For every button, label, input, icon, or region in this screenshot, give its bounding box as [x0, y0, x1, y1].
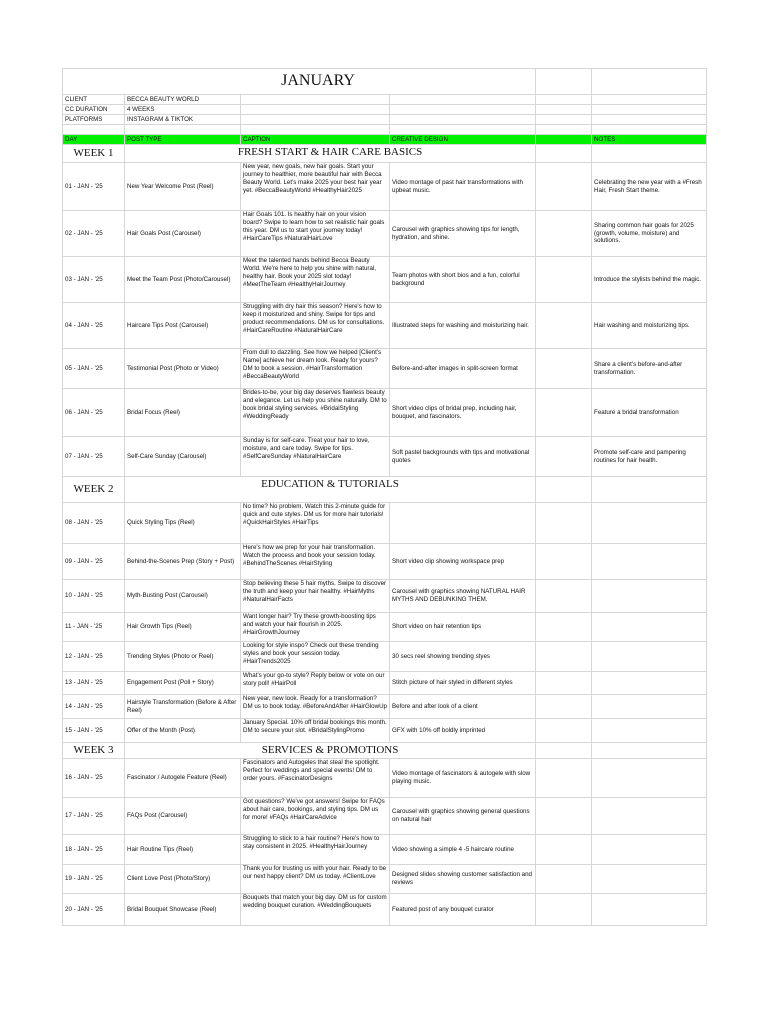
- caption-cell: Stop believing these 5 hair myths. Swipe to discover the truth and keep your hair healthy. #HairMyths #NaturalHairFacts: [241, 580, 390, 613]
- notes-cell: [592, 835, 707, 865]
- notes-cell: [592, 580, 707, 613]
- notes-cell: Feature a bridal transformation: [592, 389, 707, 437]
- table-row: [63, 719, 707, 743]
- day-cell: 12 - JAN - '25: [63, 642, 125, 672]
- table-row: [63, 672, 707, 695]
- table-row: [63, 211, 707, 257]
- post-type-cell: Engagement Post (Poll + Story): [125, 672, 241, 695]
- header-creative-design: CREATIVE DESIGN: [390, 135, 536, 145]
- table-row: [63, 835, 707, 865]
- header-day: DAY: [63, 135, 125, 145]
- notes-cell: Share a client's before-and-after transformation.: [592, 349, 707, 389]
- notes-cell: Hair washing and moisturizing tips.: [592, 303, 707, 349]
- empty-cell: [536, 743, 592, 759]
- caption-cell: Struggling with dry hair this season? Here's how to keep it moisturized and shiny. Swipe for tips and product recommendations. DM us for consultations. #HairCareRoutine #NaturalHairCare: [241, 303, 390, 349]
- table-row: [63, 695, 707, 719]
- day-cell: 15 - JAN - '25: [63, 719, 125, 743]
- empty-cell: [536, 865, 592, 894]
- empty-cell: [536, 672, 592, 695]
- header-notes: NOTES: [592, 135, 707, 145]
- empty-cell: [536, 719, 592, 743]
- post-type-cell: Trending Styles (Photo or Reel): [125, 642, 241, 672]
- empty-cell: [536, 759, 592, 798]
- caption-cell: Want longer hair? Try these growth-boosting tips and watch your hair flourish in 2025. #HairGrowthJourney: [241, 613, 390, 642]
- header-caption: CAPTION: [241, 135, 390, 145]
- day-cell: 07 - JAN - '25: [63, 437, 125, 477]
- table-row: [63, 389, 707, 437]
- caption-cell: What's your go-to style? Reply below or vote on our story poll! #HairPoll: [241, 672, 390, 695]
- post-type-cell: Bridal Focus (Reel): [125, 389, 241, 437]
- week-header-row: [63, 145, 707, 163]
- empty-cell: [536, 303, 592, 349]
- creative-design-cell: Carousel with graphics showing tips for length, hydration, and shine.: [390, 211, 536, 257]
- day-cell: 04 - JAN - '25: [63, 303, 125, 349]
- table-row: [63, 303, 707, 349]
- content-calendar-sheet: [62, 68, 707, 926]
- empty-cell: [592, 477, 707, 503]
- empty-cell: [536, 642, 592, 672]
- creative-design-cell: 30 secs reel showing trending styes: [390, 642, 536, 672]
- day-cell: 13 - JAN - '25: [63, 672, 125, 695]
- notes-cell: [592, 798, 707, 835]
- table-row: [63, 437, 707, 477]
- post-type-cell: Fascinator / Autogele Feature (Reel): [125, 759, 241, 798]
- post-type-cell: Testimonial Post (Photo or Video): [125, 349, 241, 389]
- notes-cell: Promote self-care and pampering routines for hair health.: [592, 437, 707, 477]
- empty-cell: [536, 695, 592, 719]
- creative-design-cell: Before-and-after images in split-screen format: [390, 349, 536, 389]
- post-type-cell: Hair Growth Tips (Reel): [125, 613, 241, 642]
- table-row: [63, 349, 707, 389]
- meta-value: 4 WEEKS: [125, 105, 241, 115]
- table-row: [63, 544, 707, 580]
- notes-cell: [592, 719, 707, 743]
- day-cell: 14 - JAN - '25: [63, 695, 125, 719]
- meta-label: CC DURATION: [63, 105, 125, 115]
- table-row: [63, 865, 707, 894]
- empty-cell: [536, 257, 592, 303]
- creative-design-cell: Before and after look of a client: [390, 695, 536, 719]
- header-blank: [536, 135, 592, 145]
- table-row: [63, 580, 707, 613]
- day-cell: 17 - JAN - '25: [63, 798, 125, 835]
- table-row: [63, 163, 707, 211]
- post-type-cell: FAQs Post (Carousel): [125, 798, 241, 835]
- day-cell: 06 - JAN - '25: [63, 389, 125, 437]
- creative-design-cell: Team photos with short bios and a fun, colorful background: [390, 257, 536, 303]
- notes-cell: [592, 695, 707, 719]
- creative-design-cell: Short video on hair retention tips: [390, 613, 536, 642]
- notes-cell: Sharing common hair goals for 2025 (growth, volume, moisture) and solutions.: [592, 211, 707, 257]
- day-cell: 01 - JAN - '25: [63, 163, 125, 211]
- post-type-cell: New Year Welcome Post (Reel): [125, 163, 241, 211]
- creative-design-cell: Video montage of past hair transformations with upbeat music.: [390, 163, 536, 211]
- post-type-cell: Quick Styling Tips (Reel): [125, 503, 241, 544]
- title-row: [63, 69, 707, 95]
- caption-cell: Brides-to-be, your big day deserves flawless beauty and elegance. Let us help you shine naturally. DM to book bridal styling services. #BridalStyling #WeddingReady: [241, 389, 390, 437]
- creative-design-cell: Short video clips of bridal prep, including hair, bouquet, and fascinators.: [390, 389, 536, 437]
- empty-cell: [536, 544, 592, 580]
- meta-row-client: [63, 95, 707, 105]
- caption-cell: Here's how we prep for your hair transformation. Watch the process and book your session today. #BehindTheScenes #HairStyling: [241, 544, 390, 580]
- notes-cell: [592, 759, 707, 798]
- notes-cell: [592, 894, 707, 926]
- empty-cell: [536, 389, 592, 437]
- empty-cell: [536, 437, 592, 477]
- creative-design-cell: Carousel with graphics showing NATURAL HAIR MYTHS AND DEBUNKING THEM.: [390, 580, 536, 613]
- empty-cell: [592, 145, 707, 163]
- notes-cell: [592, 865, 707, 894]
- week-header-row: [63, 743, 707, 759]
- caption-cell: January Special. 10% off bridal bookings this month. DM to secure your slot. #BridalStylingPromo: [241, 719, 390, 743]
- notes-cell: [592, 613, 707, 642]
- meta-row-duration: [63, 105, 707, 115]
- week-label: WEEK 2: [63, 477, 125, 503]
- week-label: WEEK 3: [63, 743, 125, 759]
- caption-cell: From dull to dazzling. See how we helped [Client's Name] achieve her dream look. Ready for yours? DM to book a session. #HairTransformation #BeccaBeautyWorld: [241, 349, 390, 389]
- day-cell: 10 - JAN - '25: [63, 580, 125, 613]
- caption-cell: No time? No problem. Watch this 2-minute guide for quick and cute styles. DM us for more hair tutorials! #QuickHairStyles #HairTips: [241, 503, 390, 544]
- post-type-cell: Offer of the Month (Post): [125, 719, 241, 743]
- creative-design-cell: [390, 503, 536, 544]
- day-cell: 20 - JAN - '25: [63, 894, 125, 926]
- table-row: [63, 894, 707, 926]
- header-post-type: POST TYPE: [125, 135, 241, 145]
- day-cell: 05 - JAN - '25: [63, 349, 125, 389]
- week-label: WEEK 1: [63, 145, 125, 163]
- spacer-row: [63, 125, 707, 135]
- creative-design-cell: Stitch picture of hair styled in different styles: [390, 672, 536, 695]
- post-type-cell: Hair Routine Tips (Reel): [125, 835, 241, 865]
- caption-cell: Meet the talented hands behind Becca Beauty World. We're here to help you shine with natural, healthy hair. Book your 2025 slot today! #MeetTheTeam #HealthyHairJourney: [241, 257, 390, 303]
- week-theme: EDUCATION & TUTORIALS: [125, 477, 536, 503]
- day-cell: 08 - JAN - '25: [63, 503, 125, 544]
- post-type-cell: Hairstyle Transformation (Before & After Reel): [125, 695, 241, 719]
- week-theme: FRESH START & HAIR CARE BASICS: [125, 145, 536, 163]
- creative-design-cell: Illustrated steps for washing and moisturizing hair.: [390, 303, 536, 349]
- table-row: [63, 613, 707, 642]
- creative-design-cell: Video montage of fascinators & autogele with slow playing music.: [390, 759, 536, 798]
- creative-design-cell: Soft pastel backgrounds with tips and motivational quotes: [390, 437, 536, 477]
- empty-cell: [536, 211, 592, 257]
- empty-cell: [536, 145, 592, 163]
- post-type-cell: Meet the Team Post (Photo/Carousel): [125, 257, 241, 303]
- empty-cell: [536, 580, 592, 613]
- day-cell: 09 - JAN - '25: [63, 544, 125, 580]
- day-cell: 02 - JAN - '25: [63, 211, 125, 257]
- table-row: [63, 798, 707, 835]
- notes-cell: [592, 544, 707, 580]
- post-type-cell: Haircare Tips Post (Carousel): [125, 303, 241, 349]
- day-cell: 11 - JAN - '25: [63, 613, 125, 642]
- empty-cell: [592, 69, 707, 95]
- caption-cell: New year, new goals, new hair goals. Start your journey to healthier, more beautiful hair with Becca Beauty World. Let's make 2025 your best hair year yet. #BeccaBeautyWorld #HealthyHair2025: [241, 163, 390, 211]
- caption-cell: Hair Goals 101. Is healthy hair on your vision board? Swipe to learn how to set realistic hair goals this year. DM us to start your journey today! #HairCareTips #NaturalHairLove: [241, 211, 390, 257]
- caption-cell: New year, new look. Ready for a transformation? DM us to book today. #BeforeAndAfter #HairGlowUp: [241, 695, 390, 719]
- empty-cell: [536, 503, 592, 544]
- notes-cell: [592, 503, 707, 544]
- notes-cell: Introduce the stylists behind the magic.: [592, 257, 707, 303]
- day-cell: 18 - JAN - '25: [63, 835, 125, 865]
- notes-cell: [592, 642, 707, 672]
- post-type-cell: Myth-Busting Post (Carousel): [125, 580, 241, 613]
- creative-design-cell: Designed slides showing customer satisfaction and reviews: [390, 865, 536, 894]
- notes-cell: Celebrating the new year with a #Fresh Hair, Fresh Start theme.: [592, 163, 707, 211]
- meta-value: BECCA BEAUTY WORLD: [125, 95, 241, 105]
- caption-cell: Fascinators and Autogeles that steal the spotlight. Perfect for weddings and special events! DM to order yours. #FascinatorDesigns: [241, 759, 390, 798]
- creative-design-cell: GFX with 10% off boldly imprinted: [390, 719, 536, 743]
- meta-row-platforms: [63, 115, 707, 125]
- empty-cell: [536, 349, 592, 389]
- column-header-row: [63, 135, 707, 145]
- empty-cell: [536, 894, 592, 926]
- meta-label: PLATFORMS: [63, 115, 125, 125]
- caption-cell: Thank you for trusting us with your hair. Ready to be our next happy client? DM us today. #ClientLove: [241, 865, 390, 894]
- day-cell: 16 - JAN - '25: [63, 759, 125, 798]
- table-row: [63, 503, 707, 544]
- post-type-cell: Client Love Post (Photo/Story): [125, 865, 241, 894]
- empty-cell: [536, 798, 592, 835]
- empty-cell: [592, 743, 707, 759]
- caption-cell: Got questions? We've got answers! Swipe for FAQs about hair care, bookings, and styling tips. DM us for more! #FAQs #HairCareAdvice: [241, 798, 390, 835]
- post-type-cell: Self-Care Sunday (Carousel): [125, 437, 241, 477]
- creative-design-cell: Featured post of any bouquet curator: [390, 894, 536, 926]
- post-type-cell: Bridal Bouquet Showcase (Reel): [125, 894, 241, 926]
- meta-label: CLIENT: [63, 95, 125, 105]
- caption-cell: Looking for style inspo? Check out these trending styles and book your session today. #HairTrends2025: [241, 642, 390, 672]
- day-cell: 03 - JAN - '25: [63, 257, 125, 303]
- creative-design-cell: Carousel with graphics showing general questions on natural hair: [390, 798, 536, 835]
- empty-cell: [536, 69, 592, 95]
- caption-cell: Struggling to stick to a hair routine? Here's how to stay consistent in 2025. #HealthyHairJourney: [241, 835, 390, 865]
- week-theme: SERVICES & PROMOTIONS: [125, 743, 536, 759]
- empty-cell: [536, 835, 592, 865]
- day-cell: 19 - JAN - '25: [63, 865, 125, 894]
- table-row: [63, 642, 707, 672]
- table-row: [63, 257, 707, 303]
- caption-cell: Sunday is for self-care. Treat your hair to love, moisture, and care today. Swipe for tips. #SelfCareSunday #NaturalHairCare: [241, 437, 390, 477]
- post-type-cell: Hair Goals Post (Carousel): [125, 211, 241, 257]
- empty-cell: [536, 613, 592, 642]
- caption-cell: Bouquets that match your big day. DM us for custom wedding bouquet curation. #WeddingBouquets: [241, 894, 390, 926]
- creative-design-cell: Video showing a simple 4 -5 haircare routine: [390, 835, 536, 865]
- empty-cell: [536, 477, 592, 503]
- table-row: [63, 759, 707, 798]
- creative-design-cell: Short video clip showing workspace prep: [390, 544, 536, 580]
- notes-cell: [592, 672, 707, 695]
- meta-value: INSTAGRAM & TIKTOK: [125, 115, 241, 125]
- post-type-cell: Behind-the-Scenes Prep (Story + Post): [125, 544, 241, 580]
- empty-cell: [536, 163, 592, 211]
- month-title: JANUARY: [63, 69, 536, 95]
- week-header-row: [63, 477, 707, 503]
